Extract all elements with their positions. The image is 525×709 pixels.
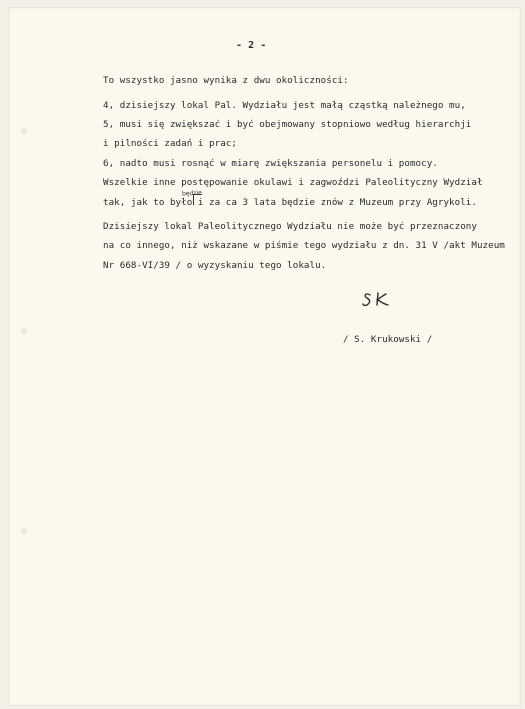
paper-sheet: [8, 7, 521, 706]
body-line-10: Nr 668-VI/39 / o wyzyskaniu tego lokalu.: [103, 260, 327, 271]
insertion-bracket: [193, 194, 202, 205]
body-line-2: 4, dzisiejszy lokal Pal. Wydziału jest małą cząstką należnego mu,: [103, 100, 466, 111]
signature-initials: [361, 290, 401, 312]
punch-hole: [21, 528, 27, 534]
punch-hole: [21, 128, 27, 134]
body-line-3: 5, musi się zwiększać i być obejmowany stopniowo według hierarchji: [103, 119, 472, 130]
binding-holes: [21, 8, 33, 705]
body-line-6: Wszelkie inne postępowanie okulawi i zagwoździ Paleolityczny Wydział: [103, 177, 483, 188]
body-line-5: 6, nadto musi rosnąć w miarę zwiększania personelu i pomocy.: [103, 158, 438, 169]
signature-name: / S. Krukowski /: [343, 334, 433, 345]
punch-hole: [21, 328, 27, 334]
page-number: - 2 -: [236, 40, 267, 51]
body-line-8: Dzisiejszy lokal Paleolitycznego Wydziału nie może być przeznaczony: [103, 221, 477, 232]
handwritten-insertion: będzie: [181, 189, 202, 198]
body-line-9: na co innego, niż wskazane w piśmie tego wydziału z dn. 31 V /akt Muzeum: [103, 240, 505, 251]
body-line-1: To wszystko jasno wynika z dwu okoliczności:: [103, 75, 349, 86]
body-line-4: i pilności zadań i prac;: [103, 138, 237, 149]
body-line-7: tak, jak to było i za ca 3 lata będzie znów z Muzeum przy Agrykoli.: [103, 197, 477, 208]
